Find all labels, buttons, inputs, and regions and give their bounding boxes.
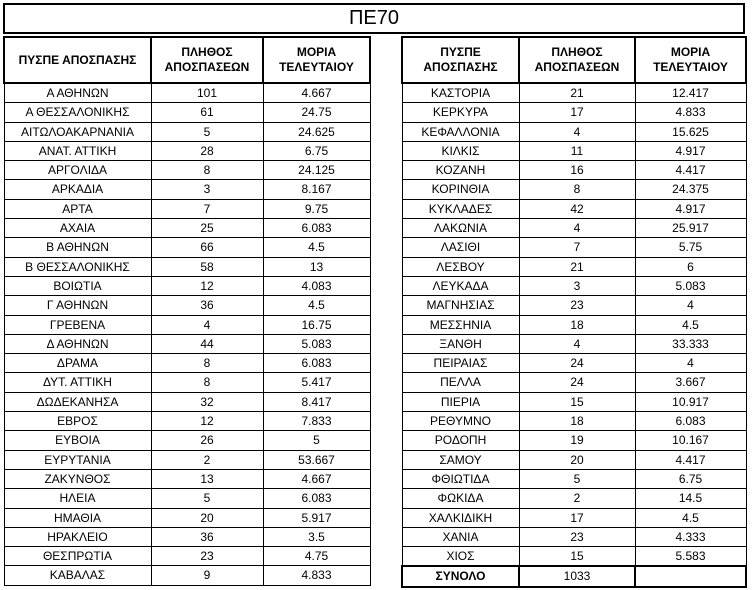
moria-cell: 4.833 — [635, 103, 746, 122]
region-cell: ΚΙΛΚΙΣ — [402, 141, 519, 160]
count-cell: 26 — [151, 431, 263, 450]
region-cell: ΛΑΣΙΘΙ — [402, 238, 519, 257]
count-cell: 9 — [151, 566, 263, 585]
moria-cell: 6.083 — [263, 489, 370, 508]
region-cell: Α ΑΘΗΝΩΝ — [4, 83, 151, 103]
moria-cell: 4.917 — [635, 141, 746, 160]
table-row — [402, 315, 746, 334]
count-cell: 20 — [519, 450, 635, 469]
count-cell: 18 — [519, 315, 635, 334]
count-cell: 15 — [519, 547, 635, 567]
count-cell: 4 — [519, 219, 635, 238]
table-row — [4, 103, 370, 122]
table-row — [4, 450, 370, 469]
count-cell: 23 — [519, 527, 635, 546]
region-cell: ΕΥΒΟΙΑ — [4, 431, 151, 450]
table-row — [4, 547, 370, 566]
count-cell: 23 — [151, 547, 263, 566]
region-cell: Β ΘΕΣΣΑΛΟΝΙΚΗΣ — [4, 257, 151, 276]
count-cell: 3 — [519, 276, 635, 295]
region-cell: ΚΟΖΑΝΗ — [402, 161, 519, 180]
region-cell: ΒΟΙΩΤΙΑ — [4, 276, 151, 295]
table-row — [4, 83, 370, 103]
total-row — [402, 566, 746, 586]
table-row — [402, 180, 746, 199]
count-cell: 20 — [151, 508, 263, 527]
table-row — [402, 199, 746, 218]
moria-cell: 5.417 — [263, 373, 370, 392]
region-cell: ΜΑΓΝΗΣΙΑΣ — [402, 296, 519, 315]
count-cell: 19 — [519, 431, 635, 450]
table-row — [4, 296, 370, 315]
table-row — [4, 219, 370, 238]
moria-cell: 24.125 — [263, 161, 370, 180]
count-cell: 5 — [519, 469, 635, 488]
table-row — [402, 392, 746, 411]
table-row — [4, 489, 370, 508]
moria-cell: 6.083 — [263, 219, 370, 238]
table-row — [402, 83, 746, 103]
moria-cell: 15.625 — [635, 122, 746, 141]
region-cell: Γ ΑΘΗΝΩΝ — [4, 296, 151, 315]
moria-cell: 25.917 — [635, 219, 746, 238]
region-cell: ΦΩΚΙΔΑ — [402, 489, 519, 508]
region-cell: ΕΥΡΥΤΑΝΙΑ — [4, 450, 151, 469]
moria-cell: 5.083 — [263, 334, 370, 353]
table-row — [4, 566, 370, 585]
table-row — [4, 257, 370, 276]
moria-cell: 4.75 — [263, 547, 370, 566]
count-cell: 8 — [519, 180, 635, 199]
table-row — [4, 276, 370, 295]
moria-cell: 6.75 — [263, 141, 370, 160]
region-cell: ΠΕΙΡΑΙΑΣ — [402, 354, 519, 373]
region-cell: ΚΑΣΤΟΡΙΑ — [402, 83, 519, 103]
count-cell: 36 — [151, 527, 263, 546]
moria-cell: 10.917 — [635, 392, 746, 411]
table-title: ΠΕ70 — [3, 3, 745, 34]
table-row — [402, 296, 746, 315]
count-cell: 12 — [151, 412, 263, 431]
moria-cell: 5 — [263, 431, 370, 450]
moria-cell: 5.75 — [635, 238, 746, 257]
region-cell: ΑΡΚΑΔΙΑ — [4, 180, 151, 199]
header-pyspe: ΠΥΣΠΕ ΑΠΟΣΠΑΣΗΣ — [4, 37, 151, 83]
region-cell: ΣΑΜΟΥ — [402, 450, 519, 469]
moria-cell: 24.375 — [635, 180, 746, 199]
moria-cell: 13 — [263, 257, 370, 276]
region-cell: ΚΑΒΑΛΑΣ — [4, 566, 151, 585]
table-row — [4, 122, 370, 141]
moria-cell: 14.5 — [635, 489, 746, 508]
count-cell: 3 — [151, 180, 263, 199]
table-row — [402, 276, 746, 295]
region-cell: ΡΟΔΟΠΗ — [402, 431, 519, 450]
header-moria: ΜΟΡΙΑ ΤΕΛΕΥΤΑΙΟΥ — [263, 37, 370, 83]
table-row — [4, 238, 370, 257]
region-cell: ΧΑΝΙΑ — [402, 527, 519, 546]
moria-cell: 12.417 — [635, 83, 746, 103]
region-cell: ΚΟΡΙΝΘΙΑ — [402, 180, 519, 199]
moria-cell: 4.333 — [635, 527, 746, 546]
count-cell: 8 — [151, 161, 263, 180]
table-row — [402, 354, 746, 373]
moria-cell: 4.833 — [263, 566, 370, 585]
table-row — [4, 392, 370, 411]
table-row — [402, 450, 746, 469]
moria-cell: 4.5 — [263, 296, 370, 315]
region-cell: ΕΒΡΟΣ — [4, 412, 151, 431]
table-row — [4, 431, 370, 450]
moria-cell: 4.5 — [635, 508, 746, 527]
moria-cell: 33.333 — [635, 334, 746, 353]
count-cell: 7 — [151, 199, 263, 218]
header-pyspe: ΠΥΣΠΕ ΑΠΟΣΠΑΣΗΣ — [402, 37, 519, 83]
moria-cell: 8.167 — [263, 180, 370, 199]
moria-cell: 5.583 — [635, 547, 746, 567]
moria-cell: 3.5 — [263, 527, 370, 546]
table-row — [4, 334, 370, 353]
moria-cell: 4.5 — [635, 315, 746, 334]
total-moria — [635, 566, 746, 586]
right-header-row — [402, 37, 746, 83]
count-cell: 4 — [519, 334, 635, 353]
region-cell: ΛΕΣΒΟΥ — [402, 257, 519, 276]
region-cell: ΔΩΔΕΚΑΝΗΣΑ — [4, 392, 151, 411]
moria-cell: 4.417 — [635, 450, 746, 469]
moria-cell: 4.667 — [263, 83, 370, 103]
table-row — [402, 412, 746, 431]
count-cell: 4 — [519, 122, 635, 141]
table-row — [4, 508, 370, 527]
region-cell: ΠΙΕΡΙΑ — [402, 392, 519, 411]
region-cell: ΑΡΤΑ — [4, 199, 151, 218]
moria-cell: 6 — [635, 257, 746, 276]
count-cell: 2 — [519, 489, 635, 508]
region-cell: ΠΕΛΛΑ — [402, 373, 519, 392]
table-row — [402, 373, 746, 392]
right-table — [401, 36, 747, 588]
table-row — [402, 489, 746, 508]
moria-cell: 4 — [635, 354, 746, 373]
region-cell: ΚΕΦΑΛΛΟΝΙΑ — [402, 122, 519, 141]
moria-cell: 6.083 — [635, 412, 746, 431]
moria-cell: 6.083 — [263, 354, 370, 373]
table-row — [402, 219, 746, 238]
region-cell: ΡΕΘΥΜΝΟ — [402, 412, 519, 431]
table-row — [4, 161, 370, 180]
region-cell: ΞΑΝΘΗ — [402, 334, 519, 353]
count-cell: 36 — [151, 296, 263, 315]
count-cell: 24 — [519, 354, 635, 373]
count-cell: 23 — [519, 296, 635, 315]
header-moria: ΜΟΡΙΑ ΤΕΛΕΥΤΑΙΟΥ — [635, 37, 746, 83]
table-row — [402, 508, 746, 527]
region-cell: ΛΕΥΚΑΔΑ — [402, 276, 519, 295]
count-cell: 8 — [151, 373, 263, 392]
table-row — [402, 122, 746, 141]
count-cell: 101 — [151, 83, 263, 103]
count-cell: 16 — [519, 161, 635, 180]
table-row — [4, 354, 370, 373]
count-cell: 8 — [151, 354, 263, 373]
region-cell: ΚΥΚΛΑΔΕΣ — [402, 199, 519, 218]
table-row — [402, 161, 746, 180]
table-row — [4, 180, 370, 199]
moria-cell: 4.417 — [635, 161, 746, 180]
region-cell: ΗΜΑΘΙΑ — [4, 508, 151, 527]
count-cell: 32 — [151, 392, 263, 411]
total-label: ΣΥΝΟΛΟ — [402, 566, 519, 586]
count-cell: 17 — [519, 103, 635, 122]
moria-cell: 53.667 — [263, 450, 370, 469]
count-cell: 15 — [519, 392, 635, 411]
count-cell: 7 — [519, 238, 635, 257]
table-row — [4, 527, 370, 546]
left-table — [3, 36, 371, 586]
moria-cell: 7.833 — [263, 412, 370, 431]
count-cell: 28 — [151, 141, 263, 160]
region-cell: ΚΕΡΚΥΡΑ — [402, 103, 519, 122]
region-cell: Β ΑΘΗΝΩΝ — [4, 238, 151, 257]
region-cell: ΜΕΣΣΗΝΙΑ — [402, 315, 519, 334]
moria-cell: 4.667 — [263, 469, 370, 488]
table-row — [4, 315, 370, 334]
table-row — [402, 257, 746, 276]
count-cell: 25 — [151, 219, 263, 238]
moria-cell: 16.75 — [263, 315, 370, 334]
count-cell: 61 — [151, 103, 263, 122]
count-cell: 21 — [519, 257, 635, 276]
region-cell: Α ΘΕΣΣΑΛΟΝΙΚΗΣ — [4, 103, 151, 122]
region-cell: ΦΘΙΩΤΙΔΑ — [402, 469, 519, 488]
table-row — [402, 334, 746, 353]
moria-cell: 4.5 — [263, 238, 370, 257]
header-plithos: ΠΛΗΘΟΣ ΑΠΟΣΠΑΣΕΩΝ — [151, 37, 263, 83]
region-cell: ΑΙΤΩΛΟΑΚΑΡΝΑΝΙΑ — [4, 122, 151, 141]
table-row — [4, 141, 370, 160]
count-cell: 44 — [151, 334, 263, 353]
region-cell: ΘΕΣΠΡΩΤΙΑ — [4, 547, 151, 566]
moria-cell: 10.167 — [635, 431, 746, 450]
moria-cell: 5.083 — [635, 276, 746, 295]
table-row — [402, 469, 746, 488]
count-cell: 13 — [151, 469, 263, 488]
count-cell: 4 — [151, 315, 263, 334]
region-cell: ΔΥΤ. ΑΤΤΙΚΗ — [4, 373, 151, 392]
moria-cell: 3.667 — [635, 373, 746, 392]
region-cell: ΓΡΕΒΕΝΑ — [4, 315, 151, 334]
header-plithos: ΠΛΗΘΟΣ ΑΠΟΣΠΑΣΕΩΝ — [519, 37, 635, 83]
table-row — [402, 527, 746, 546]
region-cell: ΛΑΚΩΝΙΑ — [402, 219, 519, 238]
moria-cell: 5.917 — [263, 508, 370, 527]
moria-cell: 4.917 — [635, 199, 746, 218]
region-cell: ΧΙΟΣ — [402, 547, 519, 567]
moria-cell: 4 — [635, 296, 746, 315]
count-cell: 11 — [519, 141, 635, 160]
moria-cell: 6.75 — [635, 469, 746, 488]
count-cell: 24 — [519, 373, 635, 392]
table-row — [402, 431, 746, 450]
count-cell: 17 — [519, 508, 635, 527]
moria-cell: 24.625 — [263, 122, 370, 141]
table-row — [4, 373, 370, 392]
table-row — [4, 199, 370, 218]
table-row — [402, 103, 746, 122]
count-cell: 2 — [151, 450, 263, 469]
region-cell: ΑΡΓΟΛΙΔΑ — [4, 161, 151, 180]
total-value: 1033 — [519, 566, 635, 586]
region-cell: Δ ΑΘΗΝΩΝ — [4, 334, 151, 353]
region-cell: ΖΑΚΥΝΘΟΣ — [4, 469, 151, 488]
count-cell: 12 — [151, 276, 263, 295]
count-cell: 42 — [519, 199, 635, 218]
region-cell: ΑΝΑΤ. ΑΤΤΙΚΗ — [4, 141, 151, 160]
table-row — [4, 469, 370, 488]
count-cell: 5 — [151, 122, 263, 141]
count-cell: 21 — [519, 83, 635, 103]
table-row — [402, 141, 746, 160]
count-cell: 58 — [151, 257, 263, 276]
region-cell: ΧΑΛΚΙΔΙΚΗ — [402, 508, 519, 527]
moria-cell: 24.75 — [263, 103, 370, 122]
table-row — [402, 238, 746, 257]
count-cell: 5 — [151, 489, 263, 508]
table-row — [402, 547, 746, 567]
moria-cell: 4.083 — [263, 276, 370, 295]
count-cell: 66 — [151, 238, 263, 257]
moria-cell: 8.417 — [263, 392, 370, 411]
region-cell: ΗΡΑΚΛΕΙΟ — [4, 527, 151, 546]
region-cell: ΗΛΕΙΑ — [4, 489, 151, 508]
region-cell: ΑΧΑΙΑ — [4, 219, 151, 238]
count-cell: 18 — [519, 412, 635, 431]
moria-cell: 9.75 — [263, 199, 370, 218]
region-cell: ΔΡΑΜΑ — [4, 354, 151, 373]
table-row — [4, 412, 370, 431]
left-header-row — [4, 37, 370, 83]
